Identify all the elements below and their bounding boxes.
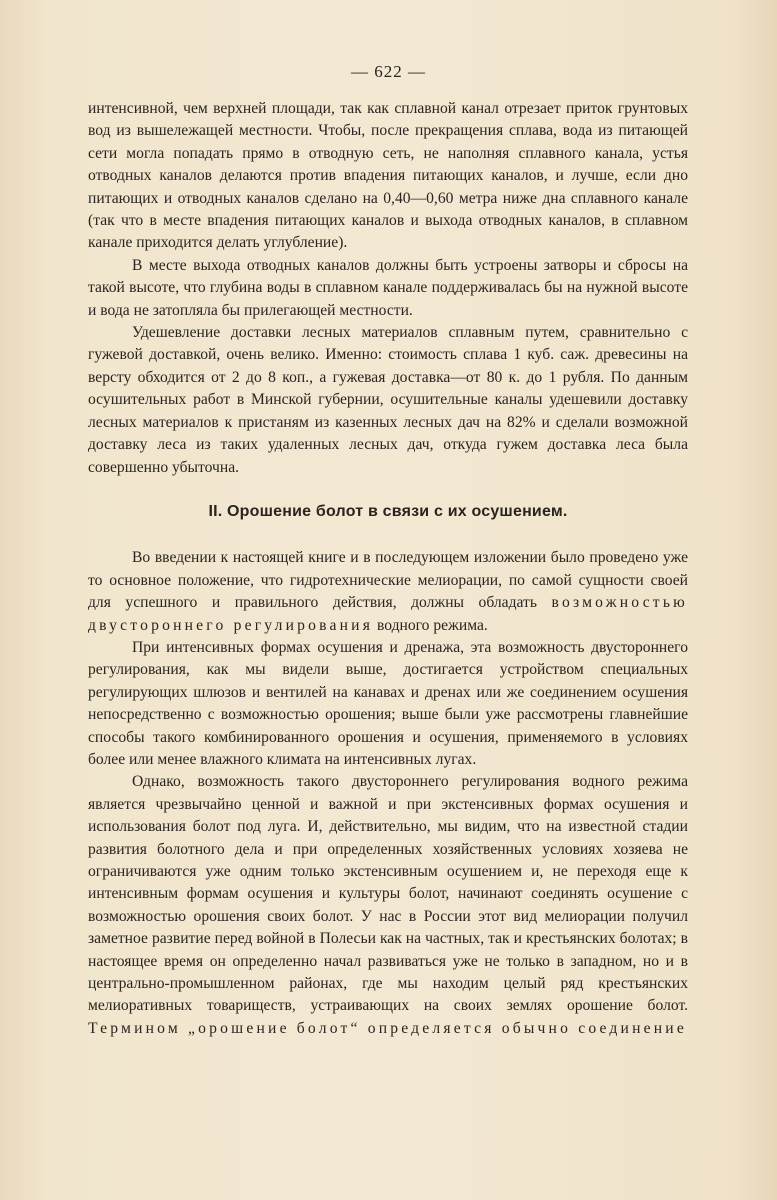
page-number: — 622 — [351,62,426,81]
paragraph-1: интенсивной, чем верхней площади, так как сплавной канал отрезает приток грунтовых вод из вышележащей местности. Чтобы, после прекращения сплава, вода из питающей сети могла попадать прямо в отводную сеть, не наполняя сплавного канала, устья отводных каналов делаются против впадения питающих каналов, и лучше, если дно питающих и отводных каналов сделано на 0,40—0,60 метра ниже дна сплавного канале (так что в месте впадения питающих каналов и выхода отводных каналов, в сплавном канале приходится делать углубление). [88,100,688,252]
paragraph-5: При интенсивных формах осушения и дренажа, эта возможность двустороннего регулирования, как мы видели выше, достигается устройством специальных регулирующих шлюзов и вентилей на канавах и дренах или же соединением осушения непосредственно с возможностью орошения; выше были уже рассмотрены главнейшие способы такого комбинированного орошения и осушения, применяемого в условиях более или менее влажного климата на интенсивных лугах. [88,638,688,768]
paragraph-6-emphasis: Термином „орошение болот“ определяется обычно соединение [88,1019,687,1037]
section-title: II. Орошение болот в связи с их осушением. [208,502,568,520]
paragraph-2: В месте выхода отводных каналов должны быть устроены затворы и сбросы на такой высоте, что глубина воды в сплавном канале поддерживалась бы на нужной высоте и вода не затопляла бы прилегающей местности. [88,256,688,319]
paragraph-6-text: Однако, возможность такого двустороннего регулирования водного режима является чрезвычайно ценной и важной и при экстенсивных формах осушения и использования болот под луга. И, действительно, мы видим, что на известной стадии развития болотного дела и при определенных хозяйственных условиях хозяева не ограничиваются уже одним только экстенсивным осушением и, не переходя еще к интенсивным формам осушения и культуры болот, начинают соединять осушение с возможностью орошения своих болот. У нас в России этот вид мелиорации получил заметное развитие перед войной в Полесьи как на частных, так и крестьянских болотах; в настоящее время он определенно начал развиваться уже не только в западном, но и в центрально-промышленном районах, где мы находим целый ряд крестьянских мелиоративных товариществ, устраивающих на своих землях орошение болот. [88,773,688,1015]
paragraph-3: Удешевление доставки лесных материалов сплавным путем, сравнительно с гужевой доставкой, очень велико. Именно: стоимость сплава 1 куб. саж. древесины на версту обходится от 2 до 8 коп., а гужевая доставка—от 80 к. до 1 рубля. По данным осушительных работ в Минской губернии, осушительные каналы удешевили доставку лесных материалов к пристаням из казенных лесных дач на 82% и сделали возможной доставку леса из таких удаленных лесных дач, откуда гужем доставка леса была совершенно убыточна. [88,324,688,476]
paragraph-4 [88,547,688,637]
paragraph-6 [88,771,688,1040]
paragraph-4-text: Во введении к настоящей книге и в последующем изложении было проведено уже то основное положение, что гидротехнические мелиорации, по самой сущности своей для успешного и правильного действия, должны обладать [88,549,688,612]
page-body [88,98,688,1040]
paragraph-4-emphasis: возможностью двустороннего регулирования [88,594,688,634]
paragraph-4-tail: водного режима. [377,616,488,634]
